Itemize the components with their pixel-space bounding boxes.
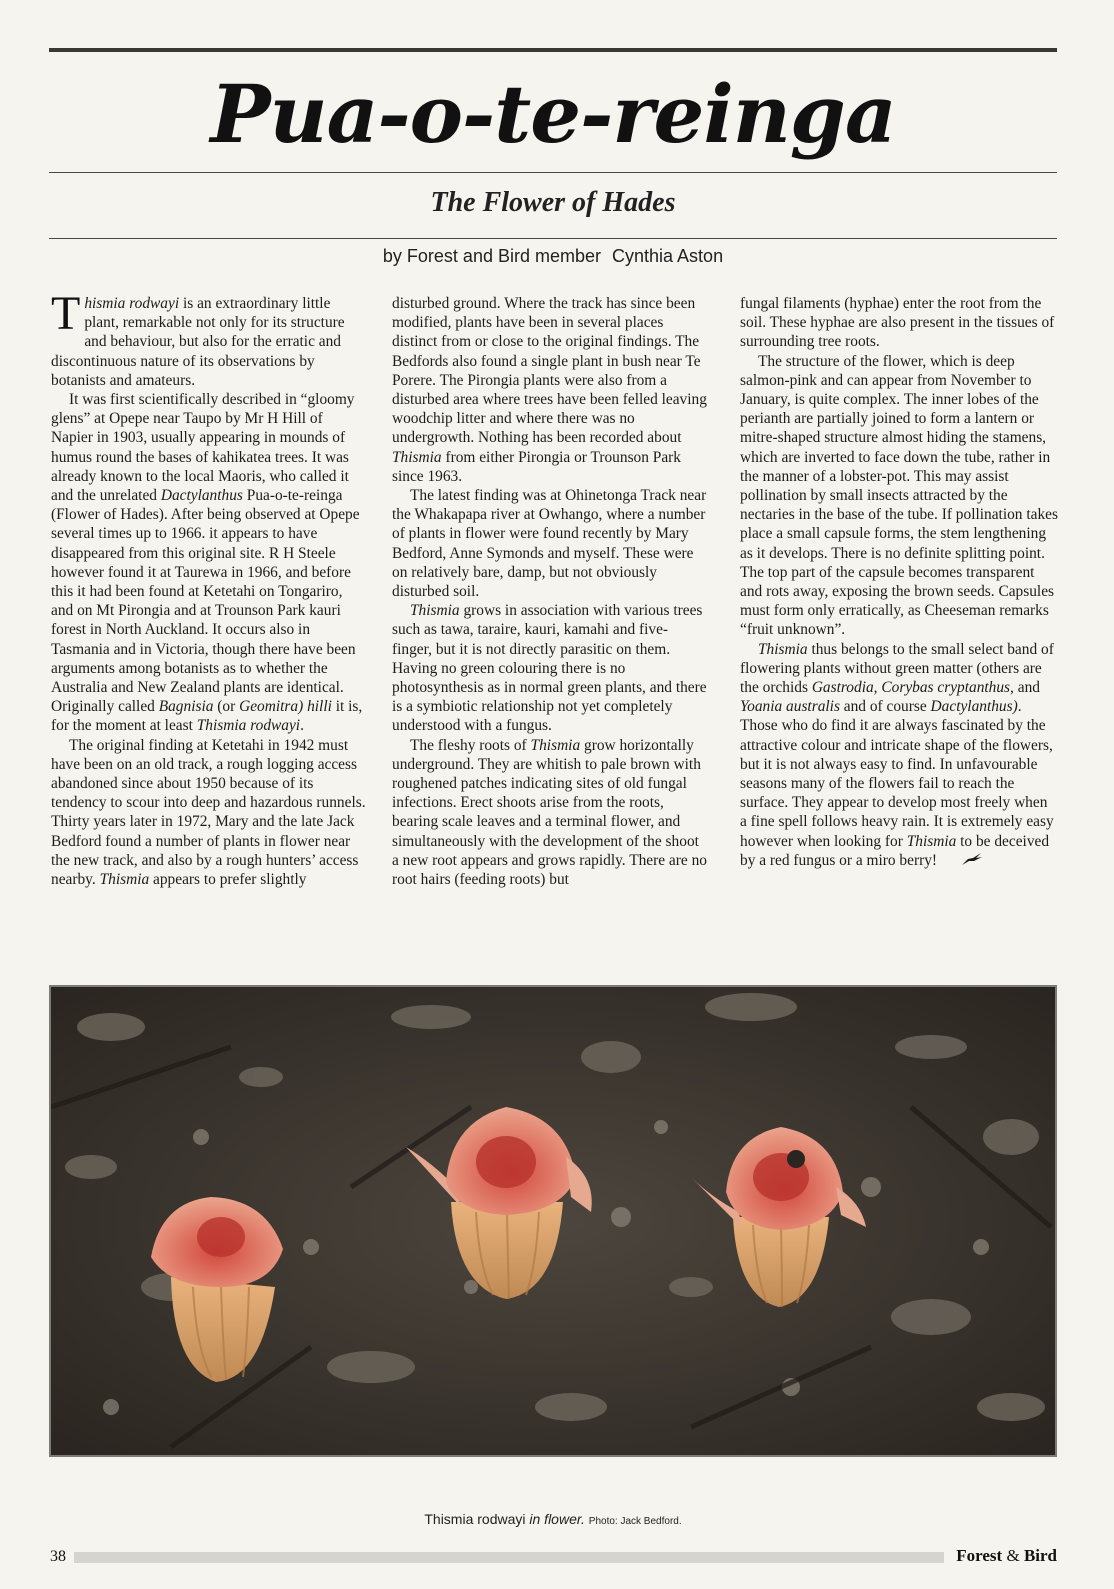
- subtitle-rule: [49, 238, 1057, 239]
- caption-species: Thismia rodwayi: [424, 1511, 526, 1527]
- top-rule: [49, 48, 1057, 52]
- species-name: hismia rodwayi: [84, 295, 180, 312]
- photo-credit: Photo: Jack Bedford.: [588, 1516, 682, 1527]
- magazine-ampersand: &: [1002, 1546, 1024, 1565]
- text: appears to prefer slightly: [149, 871, 307, 889]
- byline: [49, 242, 1057, 270]
- italic-text: Thismia: [99, 871, 150, 889]
- paragraph: [392, 294, 707, 486]
- magazine-name-part: Bird: [1023, 1546, 1057, 1565]
- paragraph: [51, 287, 368, 390]
- text: to be deceived by a red fungus or a miro berry!: [740, 832, 1050, 869]
- byline-author: Cynthia Aston: [612, 246, 724, 266]
- article-column-1: [51, 287, 368, 889]
- bird-end-mark-icon: [943, 852, 983, 871]
- paragraph: [392, 486, 707, 601]
- paragraph: [392, 736, 707, 890]
- text: .: [300, 717, 304, 735]
- italic-text: Dactylanthus: [160, 487, 243, 505]
- paragraph: [51, 390, 368, 736]
- text: grow horizontally underground. They are whitish to pale brown with roughened patches indicating sites of old fungal infections. Erect shoots arise from the roots, bearing scale leaves and a terminal flower, and simultaneously with the development of the shoot a new root appears and grows rapidly. There are no root hairs (feeding roots) but: [392, 736, 707, 889]
- magazine-name-part: Forest: [956, 1546, 1003, 1565]
- italic-text: Dactylanthus): [930, 698, 1018, 716]
- italic-text: Yoania australis: [740, 698, 840, 716]
- drop-cap: T: [51, 287, 81, 340]
- byline-prefix: by Forest and Bird member: [382, 246, 601, 266]
- page-number: 38: [50, 1548, 66, 1565]
- title-rule: [49, 172, 1057, 173]
- caption-italic: in flower.: [525, 1511, 585, 1527]
- text: It was first scientifically described in “gloomy glens” at Opepe near Taupo by Mr H Hill of Napier in 1903, usually appearing in mounds of humus round the bases of kahikatea trees. It was already known to the local Maoris, who called it and the unrelated: [51, 391, 355, 505]
- text: The structure of the flower, which is deep salmon-pink and can appear from November to January, is quite complex. The inner lobes of the perianth are partially joined to form a lantern or mitre-shaped structure almost hiding the stamens, which are inverted to face down the tube, rather in the manner of a lobster-pot. This may assist pollination by small insects attracted by the nectaries in the base of the tube. If pollination takes place a small capsule forms, the stem lengthening as it develops. There is no definite splitting point. The top part of the capsule becomes transparent and rots away, exposing the brown seeds. Capsules must form only erratically, as Cheeseman remarks “fruit unknown”.: [740, 352, 1058, 639]
- italic-text: Thismia: [530, 736, 581, 754]
- footer-bar: [74, 1552, 944, 1563]
- text: and of course: [839, 698, 931, 716]
- italic-text: Bagnisia: [158, 698, 214, 716]
- italic-text: Thismia: [758, 640, 808, 658]
- italic-text: hilli: [307, 698, 332, 716]
- text: The fleshy roots of: [410, 736, 531, 754]
- article-column-3: [740, 294, 1058, 871]
- text: grows in association with various trees such as tawa, taraire, kauri, kamahi and five-finger, but it is not directly parasitic on them. Having no green colouring there is no photosynthesis as in normal green plants, and there is a symbiotic relationship not yet completely understood with a fungus.: [392, 602, 707, 735]
- article-column-2: [392, 294, 707, 889]
- text: thus belongs to the small select band of flowering plants without green matter (others are the orchids: [740, 640, 1054, 697]
- italic-text: Gastrodia, Corybas cryptanthus,: [811, 679, 1014, 697]
- flower-photo: [49, 985, 1057, 1457]
- text: from either Pirongia or Trounson Park since 1963.: [392, 448, 682, 485]
- article-subtitle: The Flower of Hades: [430, 187, 676, 218]
- magazine-name: [950, 1546, 1057, 1566]
- text: Pua-o-te-reinga (Flower of Hades). After being observed at Opepe several times up to 1966. it appears to have disappeared from this original site. R H Steele however found it at Taurewa in 1966, and before this it had been found at Ketetahi on Tongariro, and on Mt Pirongia and at Trounson Park kauri forest in North Auckland. It occurs also in Tasmania and in Victoria, though there have been arguments among botanists as to whether the Australia and New Zealand plants are identical. Originally called: [51, 487, 360, 716]
- italic-text: Thismia: [410, 602, 460, 620]
- photo-caption: [49, 1511, 1057, 1527]
- text: it is, for the moment at least: [51, 698, 363, 735]
- article-title: Pua-o-te-reinga: [210, 67, 896, 161]
- text: fungal filaments (hyphae) enter the root from the soil. These hyphae are also present in the tissues of surrounding tree roots.: [740, 295, 1055, 351]
- text: . Those who do find it are always fascinated by the attractive colour and intricate shape of the flowers, but it is not always easy to find. In unfavourable seasons many of the flowers fail to reach the surface. They appear to develop most freely when a fine spell follows heavy rain. It is extremely easy however when looking for: [740, 698, 1054, 850]
- text: disturbed ground. Where the track has since been modified, plants have been in several places distinct from or close to the original findings. The Bedfords also found a single plant in bush near Te Porere. The Pirongia plants were also from a disturbed area where trees have been felled leaving woodchip litter and where there was no undergrowth. Nothing has been recorded about: [392, 295, 707, 447]
- text: and: [1013, 679, 1040, 697]
- text: (or: [213, 698, 240, 716]
- italic-text: Thismia: [392, 448, 442, 466]
- italic-text: Thismia: [906, 832, 957, 850]
- paragraph: [392, 601, 707, 735]
- italic-text: Geomitra): [239, 698, 304, 716]
- paragraph: [740, 294, 1058, 352]
- paragraph: [51, 736, 368, 890]
- text: is an extraordinary little plant, remarkable not only for its structure and behaviour, but also for the erratic and discontinuous nature of its observations by botanists and amateurs.: [51, 295, 345, 389]
- paragraph: [740, 352, 1058, 640]
- text: The original finding at Ketetahi in 1942 must have been on an old track, a rough logging access abandoned since about 1950 because of its tendency to scour into deep and hazardous runnels. Thirty years later in 1972, Mary and the late Jack Bedford found a number of plants in flower near the new track, and also by a rough hunters’ access nearby.: [51, 736, 366, 889]
- text: The latest finding was at Ohinetonga Track near the Whakapapa river at Owhango, where a number of plants in flower were found recently by Mary Bedford, Anne Symonds and myself. These were on relatively bare, damp, but not obviously disturbed soil.: [392, 487, 707, 601]
- italic-text: Thismia rodwayi: [196, 717, 301, 735]
- paragraph: [740, 640, 1058, 871]
